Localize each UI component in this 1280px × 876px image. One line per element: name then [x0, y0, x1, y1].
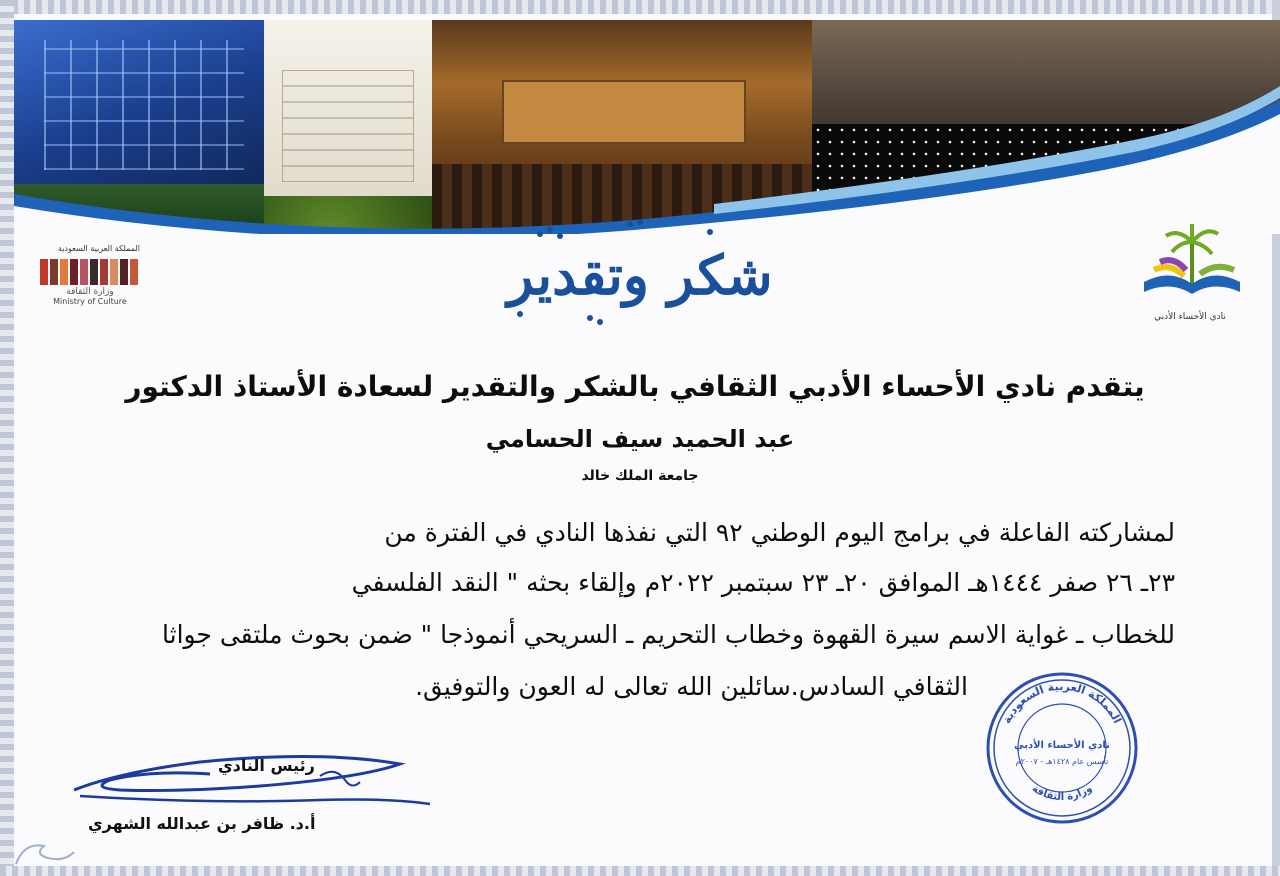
ministry-english-name: Ministry of Culture: [53, 297, 127, 306]
blue-wave-decoration: [14, 14, 1280, 234]
ministry-top-text: المملكة العربية السعودية: [57, 244, 140, 253]
recipient-name: عبد الحميد سيف الحسامي: [485, 425, 795, 453]
club-logo-name: نادي الأحساء الأدبي: [1154, 312, 1226, 322]
recipient-affiliation: جامعة الملك خالد: [581, 468, 699, 484]
official-stamp: [982, 668, 1142, 828]
svg-text:نادي الأحساء الأدبي: نادي الأحساء الأدبي: [1014, 740, 1110, 751]
svg-text:شكر وتقدير: شكر وتقدير: [507, 243, 773, 307]
svg-text:وزارة الثقافة: وزارة الثقافة: [1029, 783, 1095, 804]
ministry-arabic-name: وزارة الثقافة: [66, 287, 114, 297]
body-line-4: الثقافي السادس.سائلين الله تعالى له العون والتوفيق.: [415, 672, 968, 701]
svg-text:المملكة العربية السعودية: المملكة العربية السعودية: [1000, 679, 1124, 726]
frame-border-bottom: [0, 866, 1280, 876]
ministry-of-culture-logo: [40, 244, 160, 330]
literary-club-logo: [1130, 222, 1250, 330]
photo-banner: [14, 14, 1280, 234]
corner-ornament: [14, 836, 94, 866]
ministry-color-bars: [40, 259, 160, 285]
signatory-title: رئيس النادي: [218, 756, 315, 775]
signatory-name: أ.د. ظافر بن عبدالله الشهري: [88, 814, 316, 833]
body-line-1: لمشاركته الفاعلة في برامج اليوم الوطني ٩٢ التي نفذها النادي في الفترة من: [384, 518, 1175, 547]
body-line-3: للخطاب ـ غواية الاسم سيرة القهوة وخطاب التحريم ـ السريحي أنموذجا " ضمن بحوث ملتقى جواثا: [162, 620, 1175, 649]
palm-book-icon: [1130, 222, 1250, 312]
svg-text:تأسس عام ١٤٢٨هـ - ٢٠٠٧م: تأسس عام ١٤٢٨هـ - ٢٠٠٧م: [1015, 757, 1109, 766]
body-line-2: ٢٣ـ ٢٦ صفر ١٤٤٤هـ الموافق ٢٠ـ ٢٣ سبتمبر ٢٠٢٢م وإلقاء بحثه " النقد الفلسفي: [351, 568, 1175, 597]
calligraphy-title: [480, 214, 800, 332]
frame-border-left: [0, 0, 14, 876]
frame-border-top: [0, 0, 1280, 14]
intro-line: يتقدم نادي الأحساء الأدبي الثقافي بالشكر والتقدير لسعادة الأستاذ الدكتور: [125, 370, 1145, 403]
